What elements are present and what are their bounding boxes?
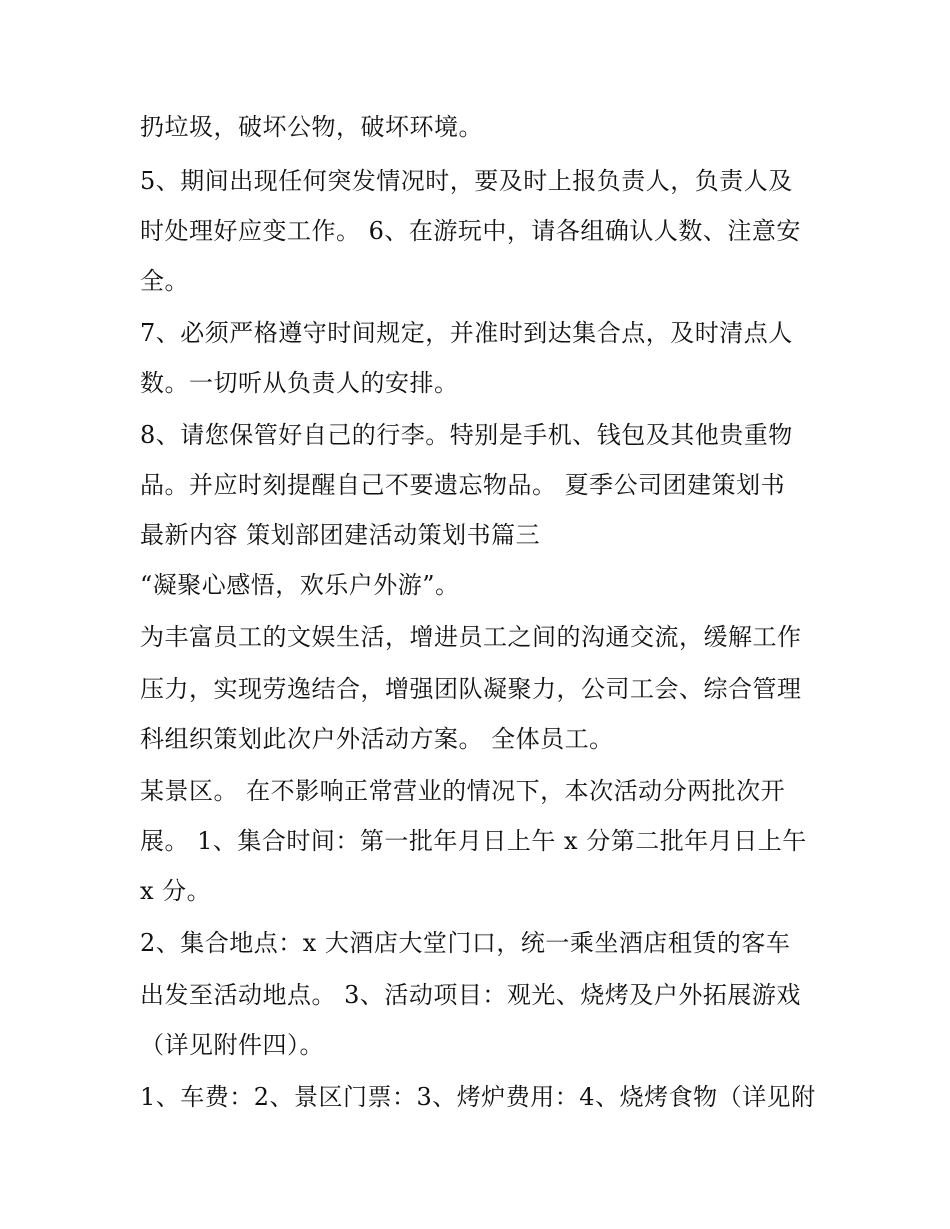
text-line: 1、车费：2、景区门票：3、烤炉费用：4、烧烤食物（详见附: [140, 1083, 816, 1111]
text-line: 展。 1、集合时间：第一批年月日上午 x 分第二批年月日上午: [140, 827, 807, 855]
text-line: 出发至活动地点。 3、活动项目：观光、烧烤及户外拓展游戏: [140, 981, 801, 1009]
text-line: 8、请您保管好自己的行李。特别是手机、钱包及其他贵重物: [140, 421, 793, 449]
text-line: 某景区。 在不影响正常营业的情况下，本次活动分两批次开: [140, 777, 786, 805]
text-line: 全。: [140, 267, 189, 295]
text-line: 2、集合地点：x 大酒店大堂门口，统一乘坐酒店租赁的客车: [140, 929, 791, 957]
text-line: 最新内容 策划部团建活动策划书篇三: [140, 521, 541, 549]
text-line: 科组织策划此次户外活动方案。 全体员工。: [140, 725, 614, 753]
text-line: 压力，实现劳逸结合，增强团队凝聚力，公司工会、综合管理: [140, 675, 802, 703]
text-line: 7、必须严格遵守时间规定，并准时到达集合点，及时清点人: [140, 319, 793, 347]
text-line: 时处理好应变工作。 6、在游玩中，请各组确认人数、注意安: [140, 217, 801, 245]
text-line: 数。一切听从负责人的安排。: [140, 369, 459, 397]
text-line: 为丰富员工的文娱生活，增进员工之间的沟通交流，缓解工作: [140, 623, 802, 651]
text-line: x 分。: [140, 877, 212, 905]
text-line: “凝聚心感悟，欢乐户外游”。: [140, 571, 460, 599]
text-line: （详见附件四）。: [140, 1031, 324, 1059]
text-line: 品。并应时刻提醒自己不要遗忘物品。 夏季公司团建策划书: [140, 471, 786, 499]
text-line: 5、期间出现任何突发情况时，要及时上报负责人，负责人及: [140, 167, 793, 195]
text-line: 扔垃圾，破坏公物，破坏环境。: [140, 113, 483, 141]
